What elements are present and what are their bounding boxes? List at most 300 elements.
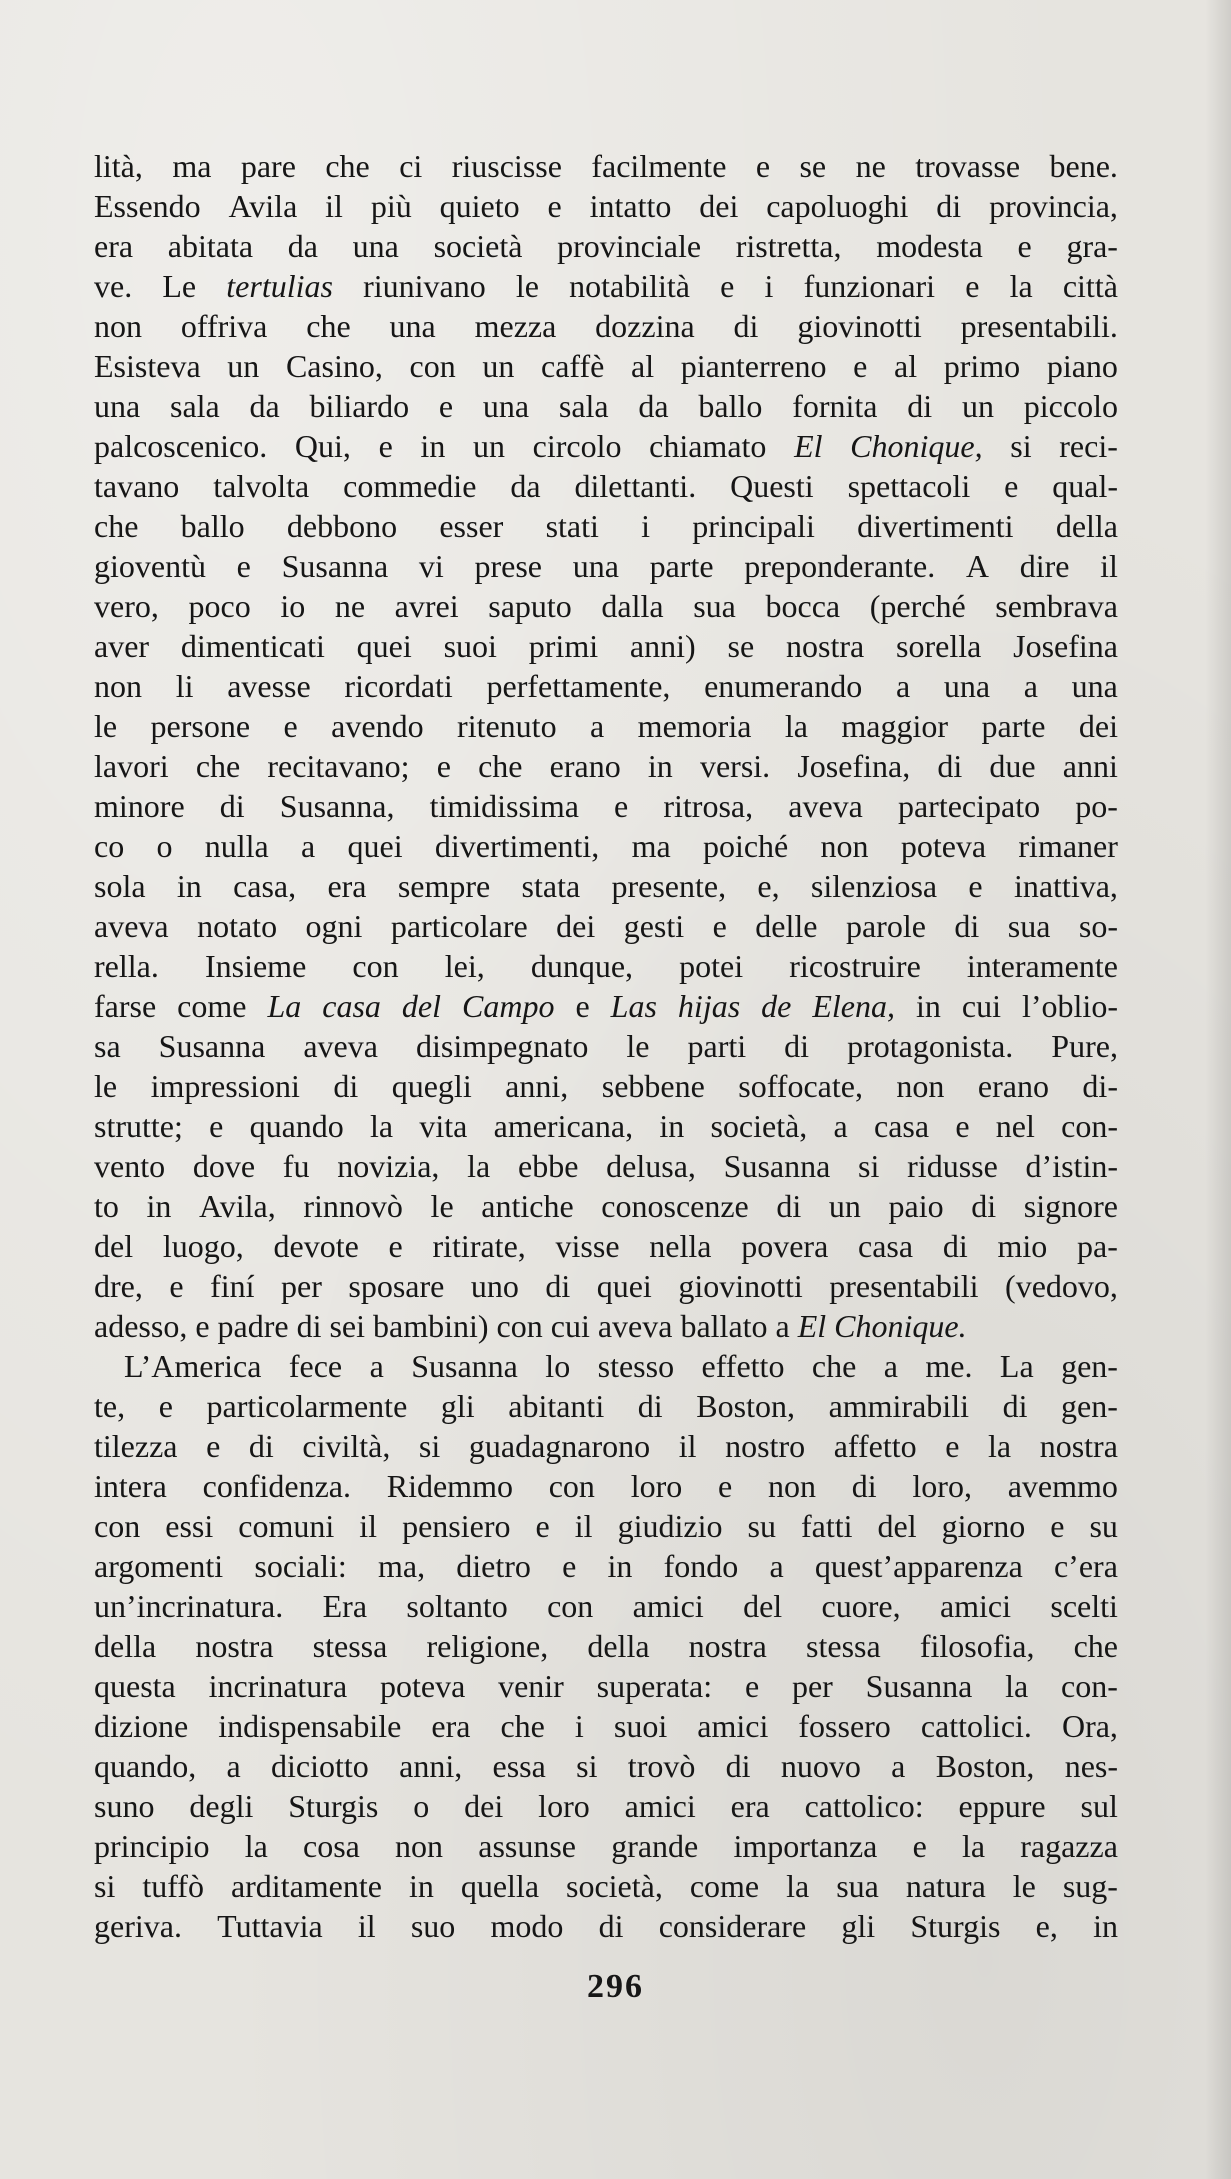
text-line [94, 386, 1118, 426]
word: soltanto [406, 1588, 508, 1624]
word: fece [288, 1348, 343, 1384]
word: di [725, 1748, 751, 1784]
word: fatti [800, 1508, 853, 1544]
word: finí [210, 1268, 255, 1304]
word: l’oblio- [1021, 988, 1118, 1024]
word: un [828, 1188, 861, 1224]
word: paio [888, 1188, 944, 1224]
word: stata [521, 868, 581, 904]
word: quieto [439, 188, 520, 224]
word: era [327, 868, 367, 904]
word: cui [961, 988, 1001, 1024]
word: tilezza [94, 1428, 178, 1464]
word: della [587, 1628, 650, 1664]
word: so- [1078, 908, 1118, 944]
word: sebbene [601, 1068, 705, 1104]
word: mio [997, 1228, 1048, 1264]
text-line [94, 1346, 1118, 1386]
word: di [907, 388, 933, 424]
word: fondo [663, 1548, 739, 1584]
word: aveva [788, 788, 863, 824]
word: a [1023, 668, 1038, 704]
word: giovinotti [678, 1268, 803, 1304]
word: aveva [303, 1028, 378, 1064]
word: e [206, 1428, 221, 1464]
word: sei [329, 1308, 366, 1344]
word: il [325, 188, 343, 224]
word: e [712, 908, 727, 944]
word: tuffò [142, 1868, 204, 1904]
word: stesso [597, 1348, 675, 1384]
word: società, [566, 1868, 663, 1904]
word: un [961, 388, 994, 424]
word: hijas [677, 988, 741, 1024]
word: e [945, 1428, 960, 1464]
word: memoria [637, 708, 752, 744]
word: nulla [204, 828, 269, 864]
word: prese [474, 548, 542, 584]
word: co [94, 828, 125, 864]
word: e [388, 1228, 403, 1264]
word: quest’apparenza [814, 1548, 1023, 1584]
word: se [799, 148, 827, 184]
word: con [496, 1308, 543, 1344]
word: nel [995, 1108, 1035, 1144]
word: sembrava [995, 588, 1118, 624]
word: disimpegnato [415, 1028, 589, 1064]
word: loro [538, 1788, 590, 1824]
word: farse [94, 988, 157, 1024]
word: delusa, [606, 1148, 696, 1184]
word: sala [170, 388, 220, 424]
word: principali [692, 508, 815, 544]
word: ma, [377, 1548, 426, 1584]
word: gen- [1061, 1348, 1118, 1384]
text-line [94, 1706, 1118, 1746]
word: suoi [613, 1708, 668, 1744]
word: una [352, 228, 399, 264]
word: o [156, 828, 173, 864]
word: e, [757, 868, 780, 904]
word: su [1089, 1508, 1118, 1544]
word: di [937, 748, 963, 784]
word: te, [94, 1388, 126, 1424]
word: si [94, 1868, 116, 1904]
page-edge-shadow [1205, 0, 1231, 2179]
word: i [764, 268, 774, 304]
word: dilettanti. [574, 468, 697, 504]
word: li [175, 668, 194, 704]
word: ballato [680, 1308, 768, 1344]
text-line [94, 1266, 1118, 1306]
word: amici [632, 1588, 704, 1624]
word: scelti [1050, 1588, 1118, 1624]
word: con [547, 1588, 594, 1624]
word: ballo [180, 508, 245, 544]
word: sposare [348, 1268, 445, 1304]
word: saputo [488, 588, 572, 624]
word: timidissima [429, 788, 579, 824]
word: la [467, 1148, 491, 1184]
word: non [896, 1068, 945, 1104]
word: strutte; [94, 1108, 183, 1144]
word: vi [418, 548, 444, 584]
word: si [858, 1148, 880, 1184]
text-line [94, 426, 1118, 466]
word: e [955, 1108, 970, 1144]
word: a [895, 668, 911, 704]
word: di [954, 908, 980, 944]
word: ristretta, [735, 228, 842, 264]
word: trovò [627, 1748, 696, 1784]
text-line [94, 826, 1118, 866]
word: il [359, 1508, 378, 1544]
word: natura [905, 1868, 986, 1904]
word: minore [94, 788, 185, 824]
word: riunivano [363, 268, 486, 304]
word: parte [649, 548, 714, 584]
word: si [576, 1748, 598, 1784]
word: dei [464, 1788, 504, 1824]
word: circolo [532, 428, 622, 464]
word: nuovo [780, 1748, 861, 1784]
text-line [94, 1186, 1118, 1226]
word: era [94, 228, 134, 264]
word: di [1002, 1388, 1028, 1424]
word: una [572, 548, 619, 584]
word: un [472, 428, 505, 464]
word: pare [240, 148, 296, 184]
word: un [482, 348, 515, 384]
word: biliardo [309, 388, 410, 424]
word: e [436, 748, 451, 784]
word: superata: [596, 1668, 713, 1704]
word: provinciale [557, 228, 702, 264]
word: to [94, 1188, 119, 1224]
text-line [94, 986, 1118, 1026]
word: casa [858, 1228, 914, 1264]
word: (perché [869, 588, 966, 624]
word: Elena, [812, 988, 895, 1024]
word: che [195, 748, 241, 784]
word: venir [498, 1668, 564, 1704]
word: El [794, 428, 823, 464]
word: e [169, 1268, 184, 1304]
word: gesti [623, 908, 685, 944]
word: nostro [725, 1428, 806, 1464]
word: Sturgis [288, 1788, 379, 1824]
word: a [891, 1748, 906, 1784]
word: gli [841, 1908, 876, 1944]
word: per [791, 1668, 833, 1704]
word: vento [94, 1148, 166, 1184]
word: ritirate, [432, 1228, 526, 1264]
word: in [420, 428, 446, 464]
text-line [94, 1866, 1118, 1906]
word: A [965, 548, 990, 584]
word: Chonique. [834, 1308, 967, 1344]
text-line [94, 1826, 1118, 1866]
word: cuore, [821, 1588, 901, 1624]
word: dalla [601, 588, 664, 624]
word: Ora, [1061, 1708, 1118, 1744]
word: nes- [1064, 1748, 1118, 1784]
word: poco [188, 588, 251, 624]
word: più [370, 188, 412, 224]
word: offriva [180, 308, 268, 344]
word: gioventù [94, 548, 206, 584]
word: in [1093, 1908, 1118, 1944]
text-line [94, 1466, 1118, 1506]
word: presente, [611, 868, 727, 904]
word: pensiero [402, 1508, 511, 1544]
word: il [678, 1428, 697, 1464]
word: le [1012, 1868, 1036, 1904]
word: poteva [900, 828, 987, 864]
word: non [767, 1468, 816, 1504]
text-line [94, 1226, 1118, 1266]
word: due [989, 748, 1036, 784]
word: Campo [462, 988, 555, 1024]
word: e [438, 388, 454, 424]
word: impressioni [150, 1068, 300, 1104]
word: ve. [94, 268, 133, 304]
word: Las [610, 988, 657, 1024]
word: con [409, 348, 456, 384]
word: e [1017, 228, 1032, 264]
word: (vedovo, [1005, 1268, 1118, 1304]
word: Qui, [294, 428, 351, 464]
word: Susanna [281, 548, 389, 584]
word: anni, [505, 1068, 569, 1104]
word: quegli [391, 1068, 472, 1104]
word: e [853, 348, 868, 384]
word: nostra [785, 628, 865, 664]
word: che [1073, 1628, 1118, 1664]
word: La [267, 988, 302, 1024]
word: comuni [238, 1508, 335, 1544]
word: pa- [1077, 1228, 1118, 1264]
word: ma [631, 828, 671, 864]
word: il [1100, 548, 1118, 584]
word: Essendo [94, 188, 201, 224]
word: di- [1082, 1068, 1118, 1104]
word: io [280, 588, 306, 624]
word: dietro [456, 1548, 531, 1584]
word: cosa [303, 1828, 360, 1864]
word: sociali: [254, 1548, 347, 1584]
word: nostra [1039, 1428, 1118, 1464]
word: Pure, [1051, 1028, 1118, 1064]
word: la [784, 708, 808, 744]
word: Avila [228, 188, 298, 224]
text-line [94, 1786, 1118, 1826]
word: era [431, 1708, 471, 1744]
word: diciotto [271, 1748, 369, 1784]
word: Chonique, [850, 428, 983, 464]
word: civiltà, [302, 1428, 391, 1464]
word: adesso, [94, 1308, 188, 1344]
word: se [727, 628, 755, 664]
text-line [94, 1746, 1118, 1786]
text-line [94, 706, 1118, 746]
word: notabilità [569, 268, 690, 304]
word: dei [1078, 708, 1118, 744]
word: aver [94, 628, 150, 664]
word: con- [1061, 1108, 1118, 1144]
word: da [249, 388, 280, 424]
word: ci [399, 148, 423, 184]
word: sua [1007, 908, 1051, 944]
text-line [94, 506, 1118, 546]
word: di [733, 308, 759, 344]
word: delle [755, 908, 818, 944]
text-line [94, 266, 1118, 306]
word: religione, [426, 1628, 549, 1664]
word: abitanti [508, 1388, 605, 1424]
word: sa [94, 1028, 121, 1064]
word: L’America [124, 1348, 262, 1384]
word: gli [440, 1388, 475, 1424]
word: giorno [941, 1508, 1026, 1544]
word: c’era [1053, 1548, 1118, 1584]
word: presentabili. [960, 308, 1118, 344]
word: dire [1019, 548, 1070, 584]
word: a [226, 1748, 241, 1784]
word: in [176, 868, 202, 904]
word: il [357, 1908, 376, 1944]
word: e [968, 868, 983, 904]
word: guadagnarono [468, 1428, 651, 1464]
word: al [893, 348, 918, 384]
word: un [227, 348, 260, 384]
text-line [94, 546, 1118, 586]
word: società [433, 228, 523, 264]
word: quando, [94, 1748, 197, 1784]
text-line [94, 906, 1118, 946]
word: Era [322, 1588, 368, 1624]
word: in [607, 1548, 633, 1584]
word: gra- [1066, 228, 1118, 264]
word: che [500, 1708, 545, 1744]
word: della [94, 1628, 157, 1664]
word: vero, [94, 588, 159, 624]
word: e [1004, 468, 1019, 504]
text-line [94, 146, 1118, 186]
word: preponderante. [744, 548, 936, 584]
word: quei [347, 828, 403, 864]
word: a [301, 828, 316, 864]
word: pianterreno [680, 348, 827, 384]
text-line [94, 866, 1118, 906]
word: a [883, 1348, 898, 1384]
word: e [614, 788, 629, 824]
word: caffè [541, 348, 605, 384]
word: povera [741, 1228, 829, 1264]
word: importanza [733, 1828, 878, 1864]
text-line [94, 1546, 1118, 1586]
word: con- [1061, 1668, 1118, 1704]
word: si [1010, 428, 1032, 464]
word: gen- [1061, 1388, 1118, 1424]
word: versi. [699, 748, 771, 784]
word: casa [322, 988, 381, 1024]
word: essa [492, 1748, 546, 1784]
word: divertimenti [857, 508, 1014, 544]
word: Le [162, 268, 197, 304]
word: Boston, [935, 1748, 1035, 1784]
text-line [94, 1066, 1118, 1106]
text-line [94, 1146, 1118, 1186]
word: e, [1035, 1908, 1058, 1944]
word: esser [439, 508, 504, 544]
word: a [769, 1548, 784, 1584]
word: ma [172, 148, 212, 184]
word: degli [189, 1788, 254, 1824]
word: tavano [94, 468, 180, 504]
word: primi [528, 628, 599, 664]
word: e [755, 148, 771, 184]
word: su [747, 1508, 776, 1544]
word: che [94, 508, 139, 544]
word: padre [217, 1308, 289, 1344]
word: una [94, 388, 141, 424]
word: potei [679, 948, 744, 984]
word: casa, [233, 868, 297, 904]
word: in [146, 1188, 172, 1224]
word: commedie [343, 468, 477, 504]
word: Susanna, [279, 788, 395, 824]
word: quella [460, 1868, 540, 1904]
word: erano [977, 1068, 1049, 1104]
word: anni, [399, 1748, 463, 1784]
word: dizione [94, 1708, 189, 1744]
word: i [574, 1708, 584, 1744]
word: era [730, 1788, 770, 1824]
word: un’incrinatura. [94, 1588, 284, 1624]
word: debbono [286, 508, 398, 544]
word: loro [630, 1468, 683, 1504]
word: bambini) [373, 1308, 489, 1344]
word: a [590, 708, 605, 744]
word: chiamato [649, 428, 767, 464]
word: parti [687, 1028, 747, 1064]
word: modesta [876, 228, 983, 264]
word: e [744, 1668, 760, 1704]
word: rinnovò [303, 1188, 403, 1224]
word: stati [545, 508, 599, 544]
word: o [413, 1788, 430, 1824]
word: Josefina, [797, 748, 911, 784]
word: da [638, 388, 669, 424]
word: la [786, 1868, 810, 1904]
word: geriva. [94, 1908, 182, 1944]
word: persone [150, 708, 251, 744]
word: di [971, 1188, 997, 1224]
word: una [1071, 668, 1118, 704]
word: e [912, 1828, 927, 1864]
word: sempre [397, 868, 491, 904]
word: palcoscenico. [94, 428, 268, 464]
word: partecipato [897, 788, 1041, 824]
word: amici [624, 1788, 696, 1824]
word: provincia, [989, 188, 1118, 224]
word: una [943, 668, 991, 704]
word: reci- [1059, 428, 1118, 464]
word: con [352, 948, 399, 984]
text-line [94, 1586, 1118, 1626]
word: quei [356, 628, 412, 664]
